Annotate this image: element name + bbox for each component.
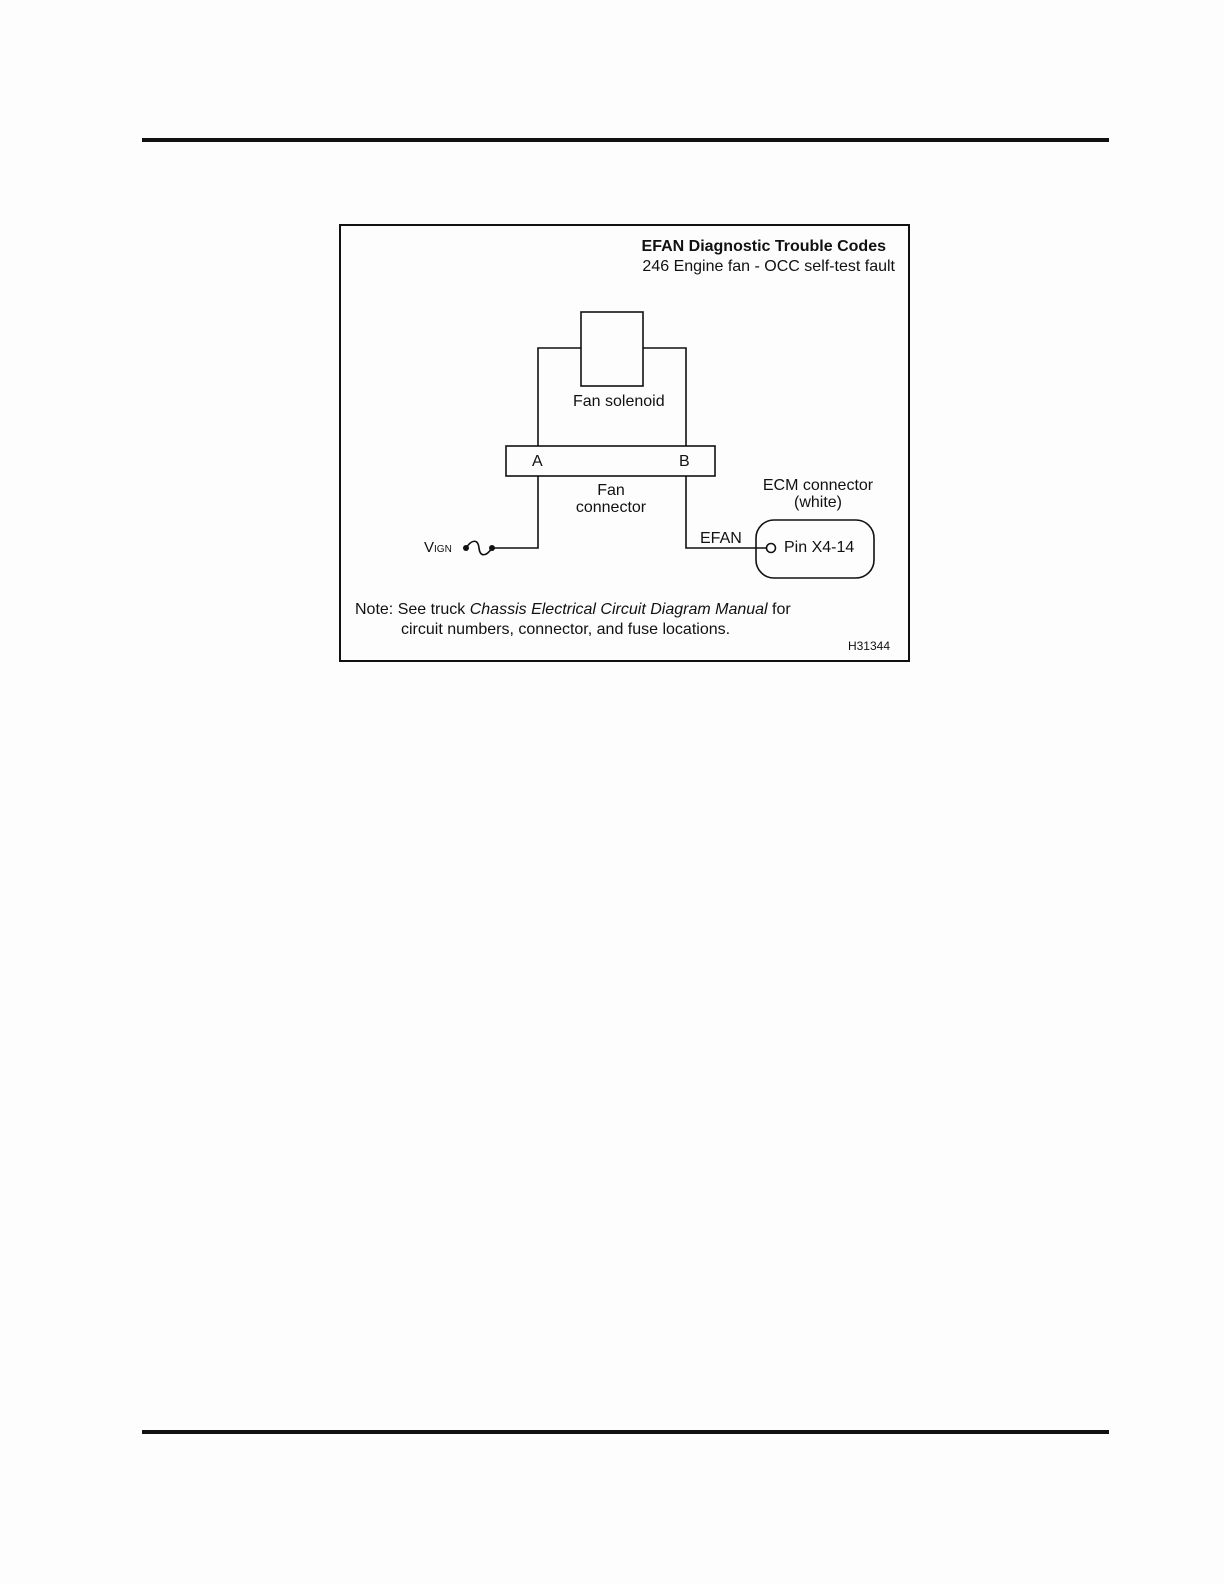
figure-subtitle: 246 Engine fan - OCC self-test fault bbox=[642, 258, 895, 275]
note-prefix: Note: See truck bbox=[355, 601, 470, 618]
pin-b-label: B bbox=[679, 453, 690, 470]
note-suffix: for bbox=[767, 601, 791, 618]
fuse-icon bbox=[466, 541, 492, 555]
note-line-2: circuit numbers, connector, and fuse locations. bbox=[401, 621, 731, 638]
ecm-connector-label-line1: ECM connector bbox=[762, 477, 874, 494]
wiring-diagram-figure bbox=[339, 224, 910, 662]
figure-id: H31344 bbox=[847, 639, 890, 653]
vign-wire bbox=[492, 476, 538, 548]
fan-connector-label-line1: Fan bbox=[597, 482, 625, 499]
ecm-pin-terminal bbox=[767, 544, 776, 553]
fan-connector-label-line2: connector bbox=[575, 499, 647, 516]
note-line-1 bbox=[355, 600, 791, 620]
vign-subscript: IGN bbox=[434, 544, 452, 555]
wiring-diagram-graphics bbox=[341, 226, 908, 660]
efan-wire-label: EFAN bbox=[700, 530, 742, 547]
fan-solenoid-box bbox=[581, 312, 643, 386]
vign-main: V bbox=[424, 539, 435, 556]
page-bottom-rule bbox=[142, 1430, 1109, 1434]
ecm-pin-label: Pin X4-14 bbox=[784, 539, 855, 556]
vign-label bbox=[424, 539, 452, 559]
ecm-connector-label-line2: (white) bbox=[793, 494, 842, 511]
page-top-rule bbox=[142, 138, 1109, 142]
figure-title: EFAN Diagnostic Trouble Codes bbox=[641, 238, 886, 255]
pin-a-label: A bbox=[532, 453, 543, 470]
note-manual-title: Chassis Electrical Circuit Diagram Manual bbox=[469, 601, 768, 618]
fan-solenoid-label: Fan solenoid bbox=[573, 393, 665, 410]
